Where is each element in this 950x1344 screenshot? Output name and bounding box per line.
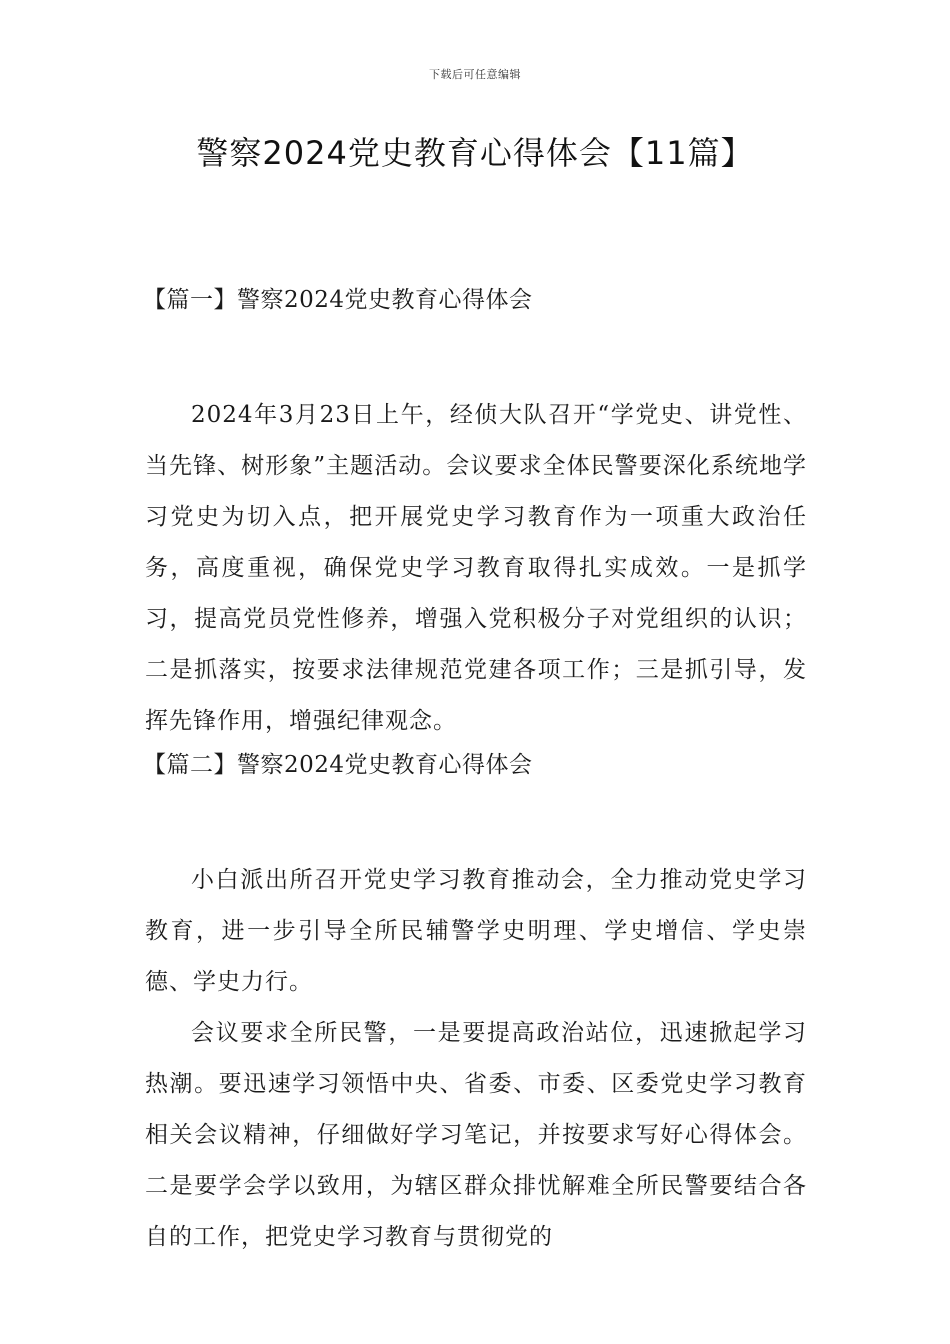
paragraph: 小白派出所召开党史学习教育推动会，全力推动党史学习教育，进一步引导全所民辅警学史明理、学史增信、学史崇德、学史力行。 — [145, 867, 807, 995]
spacer — [145, 322, 807, 390]
document-body — [145, 278, 807, 1263]
section-heading: 【篇一】警察2024党史教育心得体会 — [143, 287, 533, 313]
section-1 — [145, 278, 807, 747]
section-heading: 【篇二】警察2024党史教育心得体会 — [143, 752, 533, 778]
header-note: 下载后可任意编辑 — [429, 68, 521, 81]
spacer — [145, 787, 807, 855]
paragraph: 会议要求全所民警，一是要提高政治站位，迅速掀起学习热潮。要迅速学习领悟中央、省委、市委、区委党史学习教育相关会议精神，仔细做好学习笔记，并按要求写好心得体会。二是要学会学以致用，为辖区群众排忧解难全所民警要结合各自的工作，把党史学习教育与贯彻党的 — [145, 1020, 807, 1250]
paragraph: 2024年3月23日上午，经侦大队召开“学党史、讲党性、当先锋、树形象”主题活动。会议要求全体民警要深化系统地学习党史为切入点，把开展党史学习教育作为一项重大政治任务，高度重视，确保党史学习教育取得扎实成效。一是抓学习，提高党员党性修养，增强入党积极分子对党组织的认识；二是抓落实，按要求法律规范党建各项工作；三是抓引导，发挥先锋作用，增强纪律观念。 — [145, 402, 807, 734]
section-2 — [145, 743, 807, 1263]
document-title: 警察2024党史教育心得体会【11篇】 — [196, 134, 754, 172]
